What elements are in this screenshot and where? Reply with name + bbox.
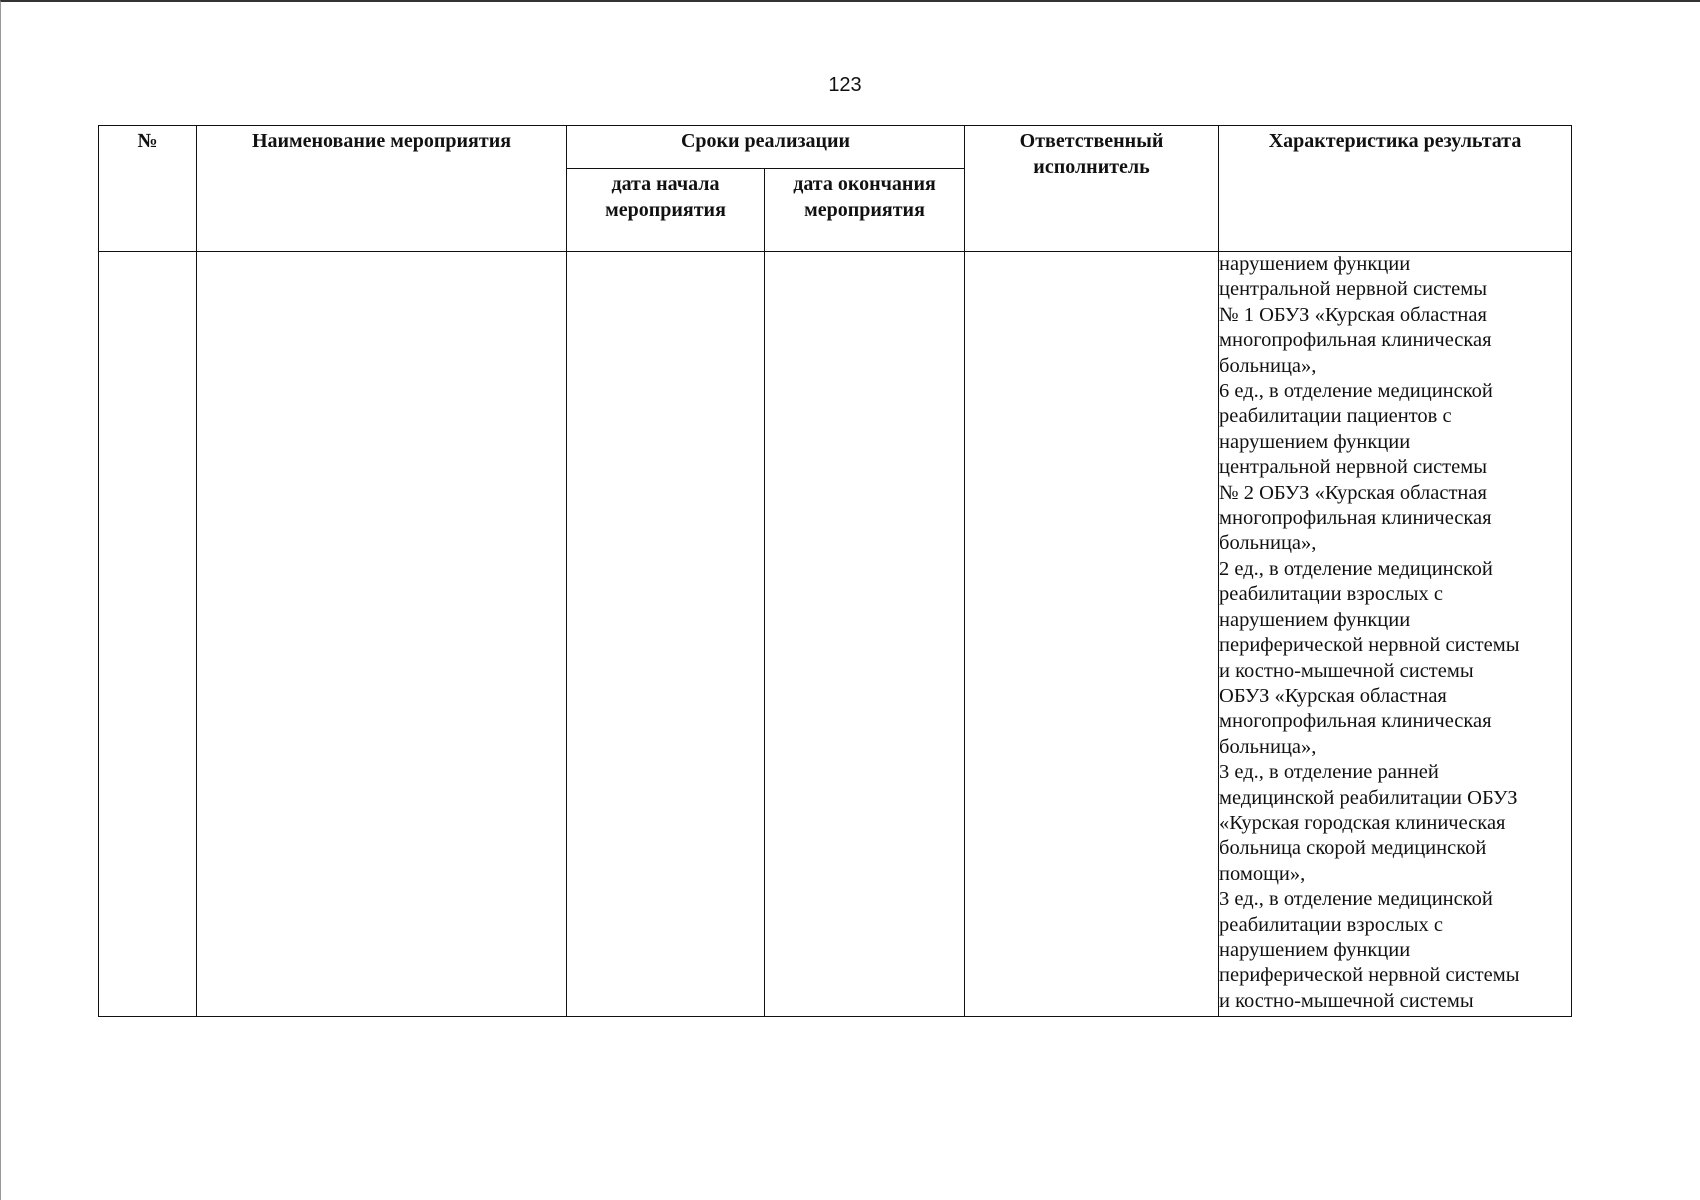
result-line: и костно-мышечной системы [1219, 989, 1474, 1012]
header-responsible: Ответственный исполнитель [965, 126, 1219, 252]
header-result: Характеристика результата [1219, 126, 1572, 252]
header-end-date: дата окончания мероприятия [765, 169, 965, 252]
cell-end-date [765, 252, 965, 1017]
header-row-main [99, 126, 1572, 169]
header-start-date: дата начала мероприятия [567, 169, 765, 252]
result-line: помощи», [1219, 862, 1306, 885]
result-line: реабилитации взрослых с [1219, 583, 1444, 606]
result-line: нарушением функции [1219, 608, 1411, 631]
result-line: многопрофильная клиническая [1219, 507, 1492, 530]
result-line: больница», [1219, 735, 1317, 758]
cell-start-date [567, 252, 765, 1017]
result-line: больница скорой медицинской [1219, 837, 1487, 860]
cell-number [99, 252, 197, 1017]
table-header [99, 126, 1572, 252]
header-number: № [99, 126, 197, 252]
result-line: периферической нервной системы [1219, 634, 1520, 657]
result-line: медицинской реабилитации ОБУЗ [1219, 786, 1518, 809]
result-line: № 1 ОБУЗ «Курская областная [1219, 303, 1487, 326]
result-line: нарушением функции [1219, 938, 1411, 961]
result-line: 3 ед., в отделение ранней [1219, 761, 1439, 784]
result-line: больница», [1219, 532, 1317, 555]
header-event-name: Наименование мероприятия [197, 126, 567, 252]
result-line: и костно-мышечной системы [1219, 659, 1474, 682]
cell-responsible [965, 252, 1219, 1017]
result-line: реабилитации взрослых с [1219, 913, 1444, 936]
result-line: нарушением функции [1219, 253, 1411, 275]
result-line: «Курская городская клиническая [1219, 811, 1506, 834]
result-line: 3 ед., в отделение медицинской [1219, 888, 1493, 911]
result-line: многопрофильная клиническая [1219, 710, 1492, 733]
page-number: 123 [828, 74, 862, 96]
cell-result [1219, 252, 1572, 1017]
table-row [99, 252, 1572, 1017]
result-line: реабилитации пациентов с [1219, 405, 1452, 428]
result-line: № 2 ОБУЗ «Курская областная [1219, 481, 1487, 504]
result-line: многопрофильная клиническая [1219, 329, 1492, 352]
result-line: больница», [1219, 354, 1317, 377]
events-table [98, 125, 1572, 1017]
result-line: центральной нервной системы [1219, 456, 1487, 479]
result-line: 6 ед., в отделение медицинской [1219, 380, 1493, 403]
result-line: периферической нервной системы [1219, 964, 1520, 987]
result-line: нарушением функции [1219, 430, 1411, 453]
cell-event-name [197, 252, 567, 1017]
result-line: 2 ед., в отделение медицинской [1219, 557, 1493, 580]
header-implementation-period: Сроки реализации [567, 126, 965, 169]
result-line: центральной нервной системы [1219, 278, 1487, 301]
result-line: ОБУЗ «Курская областная [1219, 684, 1447, 707]
